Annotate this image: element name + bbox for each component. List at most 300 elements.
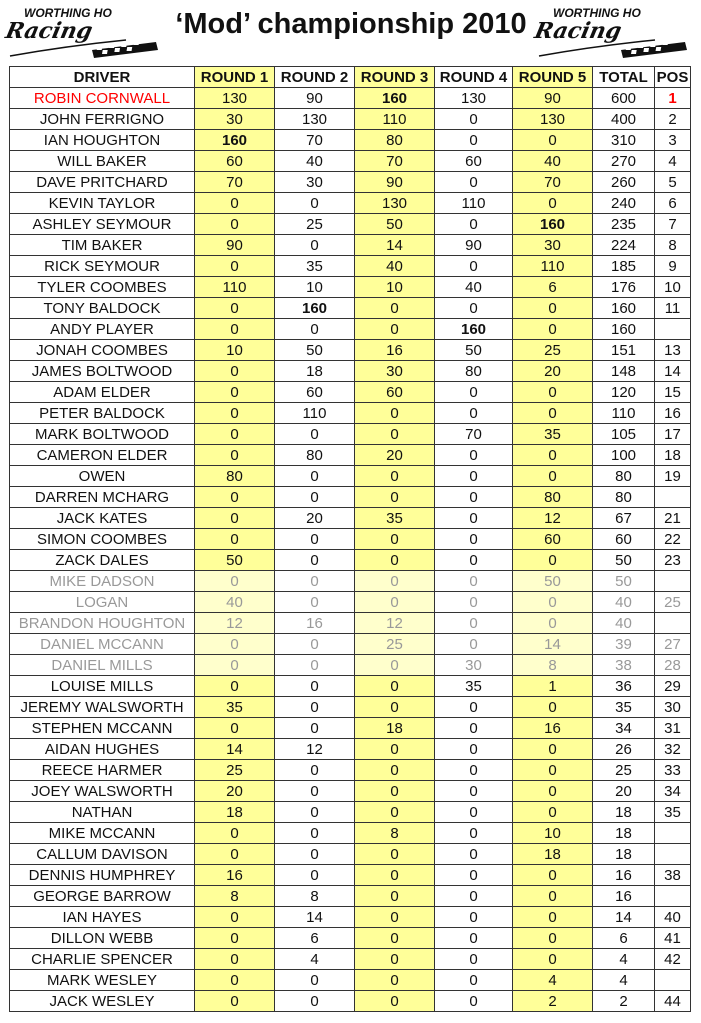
- round-2-cell: 0: [275, 760, 355, 781]
- pos-cell: 29: [655, 676, 691, 697]
- driver-cell: ASHLEY SEYMOUR: [10, 214, 195, 235]
- round-1-cell: 0: [195, 298, 275, 319]
- pos-cell: 32: [655, 739, 691, 760]
- round-1-cell: 0: [195, 928, 275, 949]
- driver-cell: ROBIN CORNWALL: [10, 88, 195, 109]
- table-row: [10, 571, 691, 592]
- round-4-cell: 110: [435, 193, 513, 214]
- round-4-cell: 0: [435, 928, 513, 949]
- round-1-cell: 0: [195, 991, 275, 1012]
- table-row: [10, 865, 691, 886]
- round-5-cell: 2: [513, 991, 593, 1012]
- pos-cell: 34: [655, 781, 691, 802]
- round-2-cell: 90: [275, 88, 355, 109]
- round-2-cell: 0: [275, 970, 355, 991]
- round-2-cell: 0: [275, 550, 355, 571]
- round-4-cell: 0: [435, 214, 513, 235]
- round-5-cell: 0: [513, 739, 593, 760]
- round-3-cell: 0: [355, 907, 435, 928]
- round-1-cell: 0: [195, 949, 275, 970]
- table-row: [10, 130, 691, 151]
- total-cell: 151: [593, 340, 655, 361]
- pos-cell: 7: [655, 214, 691, 235]
- total-cell: 4: [593, 970, 655, 991]
- round-4-cell: 0: [435, 592, 513, 613]
- total-cell: 50: [593, 571, 655, 592]
- pos-cell: 4: [655, 151, 691, 172]
- round-3-cell: 0: [355, 802, 435, 823]
- pos-cell: 17: [655, 424, 691, 445]
- round-3-cell: 12: [355, 613, 435, 634]
- column-header-round-1: ROUND 1: [195, 67, 275, 88]
- round-2-cell: 130: [275, 109, 355, 130]
- round-4-cell: 0: [435, 298, 513, 319]
- round-5-cell: 110: [513, 256, 593, 277]
- pos-cell: 8: [655, 235, 691, 256]
- round-5-cell: 50: [513, 571, 593, 592]
- total-cell: 400: [593, 109, 655, 130]
- driver-cell: TIM BAKER: [10, 235, 195, 256]
- round-5-cell: 12: [513, 508, 593, 529]
- total-cell: 25: [593, 760, 655, 781]
- round-2-cell: 0: [275, 781, 355, 802]
- total-cell: 105: [593, 424, 655, 445]
- pos-cell: [655, 571, 691, 592]
- round-5-cell: 70: [513, 172, 593, 193]
- table-row: [10, 613, 691, 634]
- driver-cell: JOHN FERRIGNO: [10, 109, 195, 130]
- table-row: [10, 445, 691, 466]
- round-5-cell: 0: [513, 760, 593, 781]
- standings-table: [9, 66, 691, 1012]
- round-5-cell: 0: [513, 403, 593, 424]
- round-2-cell: 0: [275, 634, 355, 655]
- total-cell: 185: [593, 256, 655, 277]
- pos-cell: 13: [655, 340, 691, 361]
- round-1-cell: 0: [195, 445, 275, 466]
- round-4-cell: 35: [435, 676, 513, 697]
- total-cell: 39: [593, 634, 655, 655]
- round-2-cell: 60: [275, 382, 355, 403]
- driver-cell: DILLON WEBB: [10, 928, 195, 949]
- round-1-cell: 35: [195, 697, 275, 718]
- round-2-cell: 110: [275, 403, 355, 424]
- driver-cell: JOEY WALSWORTH: [10, 781, 195, 802]
- driver-cell: WILL BAKER: [10, 151, 195, 172]
- round-5-cell: 160: [513, 214, 593, 235]
- table-row: [10, 277, 691, 298]
- round-5-cell: 60: [513, 529, 593, 550]
- logo-top-text: WORTHING HO: [553, 6, 641, 20]
- round-1-cell: 0: [195, 655, 275, 676]
- total-cell: 40: [593, 613, 655, 634]
- round-3-cell: 0: [355, 655, 435, 676]
- pos-cell: 10: [655, 277, 691, 298]
- round-3-cell: 0: [355, 991, 435, 1012]
- round-5-cell: 0: [513, 298, 593, 319]
- total-cell: 16: [593, 865, 655, 886]
- total-cell: 235: [593, 214, 655, 235]
- total-cell: 600: [593, 88, 655, 109]
- round-1-cell: 10: [195, 340, 275, 361]
- round-3-cell: 0: [355, 739, 435, 760]
- round-4-cell: 0: [435, 109, 513, 130]
- round-3-cell: 8: [355, 823, 435, 844]
- round-3-cell: 60: [355, 382, 435, 403]
- round-1-cell: 0: [195, 634, 275, 655]
- pos-cell: 31: [655, 718, 691, 739]
- round-4-cell: 0: [435, 445, 513, 466]
- round-1-cell: 50: [195, 550, 275, 571]
- round-4-cell: 60: [435, 151, 513, 172]
- table-row: [10, 403, 691, 424]
- table-row: [10, 802, 691, 823]
- round-2-cell: 40: [275, 151, 355, 172]
- round-1-cell: 160: [195, 130, 275, 151]
- round-2-cell: 0: [275, 319, 355, 340]
- round-3-cell: 0: [355, 949, 435, 970]
- round-4-cell: 0: [435, 403, 513, 424]
- round-5-cell: 0: [513, 466, 593, 487]
- round-4-cell: 0: [435, 466, 513, 487]
- round-1-cell: 70: [195, 172, 275, 193]
- pos-cell: 35: [655, 802, 691, 823]
- round-5-cell: 0: [513, 928, 593, 949]
- round-4-cell: 0: [435, 739, 513, 760]
- pos-cell: 11: [655, 298, 691, 319]
- total-cell: 240: [593, 193, 655, 214]
- total-cell: 50: [593, 550, 655, 571]
- round-4-cell: 70: [435, 424, 513, 445]
- header-row: [10, 67, 691, 88]
- round-3-cell: 0: [355, 466, 435, 487]
- total-cell: 34: [593, 718, 655, 739]
- round-1-cell: 0: [195, 823, 275, 844]
- round-4-cell: 0: [435, 802, 513, 823]
- round-5-cell: 35: [513, 424, 593, 445]
- pos-cell: 41: [655, 928, 691, 949]
- round-4-cell: 0: [435, 529, 513, 550]
- round-1-cell: 18: [195, 802, 275, 823]
- round-3-cell: 0: [355, 550, 435, 571]
- round-5-cell: 0: [513, 802, 593, 823]
- round-2-cell: 30: [275, 172, 355, 193]
- round-1-cell: 0: [195, 403, 275, 424]
- page-title: ‘Mod’ championship 2010: [175, 8, 527, 40]
- round-3-cell: 0: [355, 886, 435, 907]
- round-3-cell: 14: [355, 235, 435, 256]
- logo-script-text: Racing: [532, 18, 624, 44]
- round-2-cell: 0: [275, 718, 355, 739]
- round-2-cell: 0: [275, 193, 355, 214]
- round-5-cell: 25: [513, 340, 593, 361]
- round-4-cell: 0: [435, 382, 513, 403]
- driver-cell: CALLUM DAVISON: [10, 844, 195, 865]
- round-1-cell: 60: [195, 151, 275, 172]
- table-row: [10, 88, 691, 109]
- pos-cell: [655, 319, 691, 340]
- round-2-cell: 0: [275, 697, 355, 718]
- round-2-cell: 8: [275, 886, 355, 907]
- round-4-cell: 0: [435, 613, 513, 634]
- round-3-cell: 0: [355, 697, 435, 718]
- pos-cell: [655, 886, 691, 907]
- table-row: [10, 844, 691, 865]
- total-cell: 2: [593, 991, 655, 1012]
- table-row: [10, 508, 691, 529]
- round-5-cell: 0: [513, 592, 593, 613]
- column-header-round-5: ROUND 5: [513, 67, 593, 88]
- total-cell: 260: [593, 172, 655, 193]
- pos-cell: 22: [655, 529, 691, 550]
- round-2-cell: 20: [275, 508, 355, 529]
- driver-cell: SIMON COOMBES: [10, 529, 195, 550]
- driver-cell: GEORGE BARROW: [10, 886, 195, 907]
- pos-cell: 21: [655, 508, 691, 529]
- round-2-cell: 12: [275, 739, 355, 760]
- round-5-cell: 0: [513, 781, 593, 802]
- round-1-cell: 12: [195, 613, 275, 634]
- round-5-cell: 18: [513, 844, 593, 865]
- round-4-cell: 130: [435, 88, 513, 109]
- round-1-cell: 0: [195, 256, 275, 277]
- round-5-cell: 40: [513, 151, 593, 172]
- total-cell: 148: [593, 361, 655, 382]
- pos-cell: 38: [655, 865, 691, 886]
- total-cell: 80: [593, 487, 655, 508]
- table-row: [10, 172, 691, 193]
- table-row: [10, 739, 691, 760]
- total-cell: 224: [593, 235, 655, 256]
- pos-cell: 40: [655, 907, 691, 928]
- total-cell: 270: [593, 151, 655, 172]
- round-4-cell: 160: [435, 319, 513, 340]
- pos-cell: 6: [655, 193, 691, 214]
- driver-cell: DANIEL MCCANN: [10, 634, 195, 655]
- total-cell: 120: [593, 382, 655, 403]
- round-3-cell: 30: [355, 361, 435, 382]
- pos-cell: 30: [655, 697, 691, 718]
- round-1-cell: 80: [195, 466, 275, 487]
- round-3-cell: 50: [355, 214, 435, 235]
- round-2-cell: 16: [275, 613, 355, 634]
- round-5-cell: 6: [513, 277, 593, 298]
- pos-cell: [655, 613, 691, 634]
- pos-cell: [655, 823, 691, 844]
- total-cell: 18: [593, 802, 655, 823]
- total-cell: 160: [593, 298, 655, 319]
- round-3-cell: 16: [355, 340, 435, 361]
- round-2-cell: 70: [275, 130, 355, 151]
- round-5-cell: 130: [513, 109, 593, 130]
- round-3-cell: 80: [355, 130, 435, 151]
- total-cell: 176: [593, 277, 655, 298]
- round-5-cell: 0: [513, 907, 593, 928]
- table-row: [10, 928, 691, 949]
- table-row: [10, 634, 691, 655]
- pos-cell: 15: [655, 382, 691, 403]
- round-4-cell: 90: [435, 235, 513, 256]
- table-row: [10, 970, 691, 991]
- pos-cell: [655, 487, 691, 508]
- total-cell: 67: [593, 508, 655, 529]
- round-5-cell: 90: [513, 88, 593, 109]
- round-4-cell: 0: [435, 970, 513, 991]
- page-header: [0, 0, 701, 62]
- pos-cell: 5: [655, 172, 691, 193]
- pos-cell: [655, 970, 691, 991]
- round-4-cell: 40: [435, 277, 513, 298]
- round-1-cell: 0: [195, 907, 275, 928]
- round-5-cell: 0: [513, 697, 593, 718]
- pos-cell: [655, 844, 691, 865]
- driver-cell: CAMERON ELDER: [10, 445, 195, 466]
- table-row: [10, 592, 691, 613]
- round-2-cell: 4: [275, 949, 355, 970]
- round-1-cell: 0: [195, 529, 275, 550]
- round-2-cell: 0: [275, 991, 355, 1012]
- driver-cell: MIKE MCCANN: [10, 823, 195, 844]
- round-1-cell: 0: [195, 970, 275, 991]
- round-1-cell: 0: [195, 424, 275, 445]
- pos-cell: 42: [655, 949, 691, 970]
- round-4-cell: 50: [435, 340, 513, 361]
- round-1-cell: 0: [195, 361, 275, 382]
- table-row: [10, 109, 691, 130]
- total-cell: 36: [593, 676, 655, 697]
- pos-cell: 3: [655, 130, 691, 151]
- total-cell: 16: [593, 886, 655, 907]
- round-2-cell: 0: [275, 823, 355, 844]
- total-cell: 160: [593, 319, 655, 340]
- round-5-cell: 0: [513, 613, 593, 634]
- column-header-driver: DRIVER: [10, 67, 195, 88]
- total-cell: 40: [593, 592, 655, 613]
- round-4-cell: 0: [435, 172, 513, 193]
- total-cell: 60: [593, 529, 655, 550]
- pos-cell: 19: [655, 466, 691, 487]
- round-4-cell: 0: [435, 256, 513, 277]
- round-3-cell: 160: [355, 88, 435, 109]
- round-3-cell: 25: [355, 634, 435, 655]
- round-2-cell: 0: [275, 592, 355, 613]
- round-2-cell: 18: [275, 361, 355, 382]
- driver-cell: BRANDON HOUGHTON: [10, 613, 195, 634]
- round-2-cell: 14: [275, 907, 355, 928]
- round-3-cell: 0: [355, 844, 435, 865]
- round-3-cell: 0: [355, 760, 435, 781]
- round-5-cell: 10: [513, 823, 593, 844]
- column-header-round-2: ROUND 2: [275, 67, 355, 88]
- driver-cell: DENNIS HUMPHREY: [10, 865, 195, 886]
- round-4-cell: 0: [435, 634, 513, 655]
- round-5-cell: 20: [513, 361, 593, 382]
- round-1-cell: 20: [195, 781, 275, 802]
- pos-cell: 18: [655, 445, 691, 466]
- round-4-cell: 0: [435, 550, 513, 571]
- pos-cell: 9: [655, 256, 691, 277]
- round-1-cell: 8: [195, 886, 275, 907]
- pos-cell: 33: [655, 760, 691, 781]
- round-1-cell: 16: [195, 865, 275, 886]
- round-4-cell: 0: [435, 130, 513, 151]
- round-5-cell: 0: [513, 193, 593, 214]
- round-2-cell: 0: [275, 865, 355, 886]
- table-row: [10, 655, 691, 676]
- round-1-cell: 90: [195, 235, 275, 256]
- round-5-cell: 4: [513, 970, 593, 991]
- driver-cell: JONAH COOMBES: [10, 340, 195, 361]
- round-4-cell: 0: [435, 508, 513, 529]
- round-4-cell: 0: [435, 991, 513, 1012]
- round-3-cell: 10: [355, 277, 435, 298]
- racing-logo-left: [3, 6, 166, 58]
- table-row: [10, 550, 691, 571]
- table-row: [10, 424, 691, 445]
- round-5-cell: 0: [513, 550, 593, 571]
- total-cell: 110: [593, 403, 655, 424]
- round-4-cell: 0: [435, 697, 513, 718]
- table-row: [10, 760, 691, 781]
- round-4-cell: 0: [435, 907, 513, 928]
- round-3-cell: 0: [355, 319, 435, 340]
- round-4-cell: 0: [435, 823, 513, 844]
- round-2-cell: 0: [275, 529, 355, 550]
- round-5-cell: 0: [513, 949, 593, 970]
- table-row: [10, 886, 691, 907]
- total-cell: 100: [593, 445, 655, 466]
- round-5-cell: 16: [513, 718, 593, 739]
- pos-cell: 16: [655, 403, 691, 424]
- round-2-cell: 80: [275, 445, 355, 466]
- driver-cell: LOGAN: [10, 592, 195, 613]
- driver-cell: ANDY PLAYER: [10, 319, 195, 340]
- round-3-cell: 0: [355, 571, 435, 592]
- table-row: [10, 466, 691, 487]
- round-2-cell: 0: [275, 487, 355, 508]
- round-2-cell: 160: [275, 298, 355, 319]
- total-cell: 4: [593, 949, 655, 970]
- round-2-cell: 0: [275, 844, 355, 865]
- round-2-cell: 0: [275, 466, 355, 487]
- table-row: [10, 193, 691, 214]
- racing-logo-right: [532, 6, 695, 58]
- driver-cell: DANIEL MILLS: [10, 655, 195, 676]
- round-3-cell: 0: [355, 529, 435, 550]
- round-1-cell: 40: [195, 592, 275, 613]
- round-1-cell: 0: [195, 508, 275, 529]
- logo-top-text: WORTHING HO: [24, 6, 112, 20]
- table-row: [10, 718, 691, 739]
- driver-cell: PETER BALDOCK: [10, 403, 195, 424]
- round-5-cell: 8: [513, 655, 593, 676]
- round-3-cell: 18: [355, 718, 435, 739]
- round-3-cell: 0: [355, 928, 435, 949]
- round-5-cell: 0: [513, 445, 593, 466]
- round-2-cell: 50: [275, 340, 355, 361]
- round-2-cell: 6: [275, 928, 355, 949]
- round-5-cell: 0: [513, 319, 593, 340]
- round-5-cell: 1: [513, 676, 593, 697]
- logo-script-text: Racing: [3, 18, 95, 44]
- round-4-cell: 0: [435, 844, 513, 865]
- total-cell: 38: [593, 655, 655, 676]
- round-1-cell: 0: [195, 487, 275, 508]
- table-row: [10, 991, 691, 1012]
- round-5-cell: 30: [513, 235, 593, 256]
- round-3-cell: 0: [355, 487, 435, 508]
- driver-cell: JAMES BOLTWOOD: [10, 361, 195, 382]
